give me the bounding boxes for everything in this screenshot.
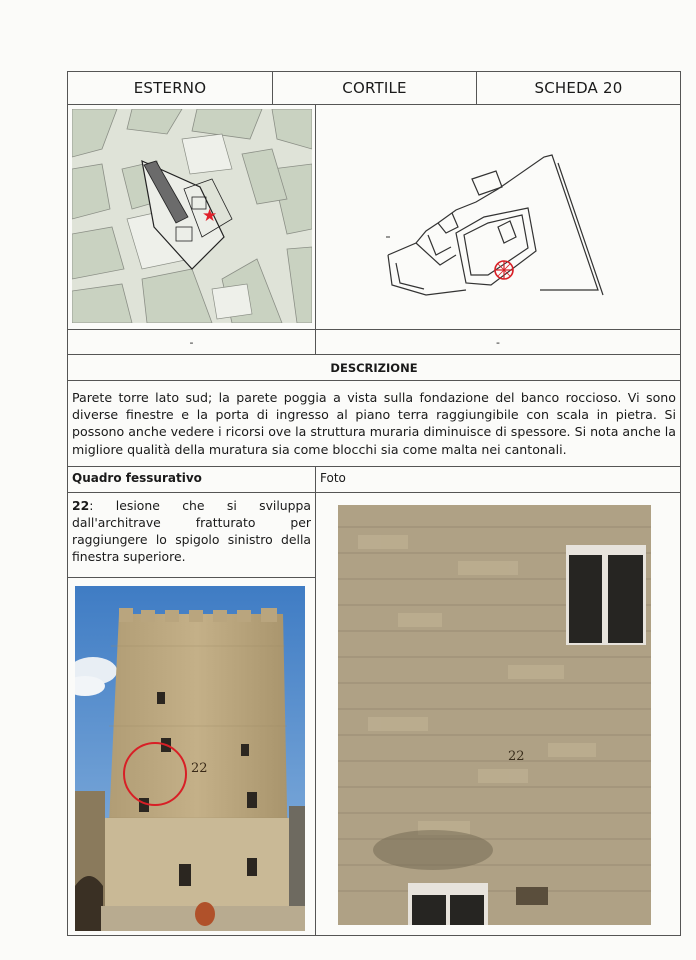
right-map-caption: - — [496, 335, 500, 349]
wall-photo — [338, 505, 651, 925]
tower-photo — [75, 586, 305, 931]
tower-photo-image — [75, 586, 305, 931]
header-esterno: ESTERNO — [68, 72, 273, 104]
crack-number: 22 — [72, 498, 90, 513]
plan-drawing — [316, 105, 680, 329]
crack-description-cell — [68, 493, 315, 578]
photo-label: Foto — [320, 471, 346, 485]
map-caption-row — [68, 330, 680, 355]
city-plan-image — [72, 109, 312, 323]
crack-description: 22: lesione che si sviluppa dall'architrave fratturato per raggiungere lo spigolo sinistro della finestra superiore. — [72, 498, 311, 564]
floor-plan-image — [316, 105, 680, 330]
description-title: DESCRIZIONE — [330, 360, 418, 375]
header-row — [68, 72, 680, 105]
crosshair-marker-icon — [495, 261, 513, 279]
tower-crack-mark: 22 — [191, 761, 208, 776]
description-text: Parete torre lato sud; la parete poggia a vista sulla fondazione del banco roccioso. Vi sono diverse finestre e la porta di ingresso al piano terra raggiungibile con scala in pietra. Si possono anche vedere i ricorsi ove la struttura muraria diminuisce di spessore. Si nota anche la migliore qualità della muratura sia come blocchi sia come malta nei cantonali. — [72, 390, 676, 457]
crack-pattern-label: Quadro fessurativo — [72, 471, 202, 485]
left-map-caption: - — [189, 335, 194, 349]
location-map — [68, 105, 316, 329]
scheda-sheet — [67, 71, 681, 936]
header-cortile: CORTILE — [273, 72, 477, 104]
description-row — [68, 381, 680, 467]
maps-row — [68, 105, 680, 330]
wall-photo-image — [338, 505, 651, 925]
header-scheda: SCHEDA 20 — [534, 79, 623, 97]
description-title-row — [68, 355, 680, 381]
star-marker-icon: ★ — [202, 206, 218, 226]
wall-crack-mark: 22 — [508, 749, 525, 764]
bottom-section — [68, 493, 680, 935]
section-label-row — [68, 467, 680, 493]
